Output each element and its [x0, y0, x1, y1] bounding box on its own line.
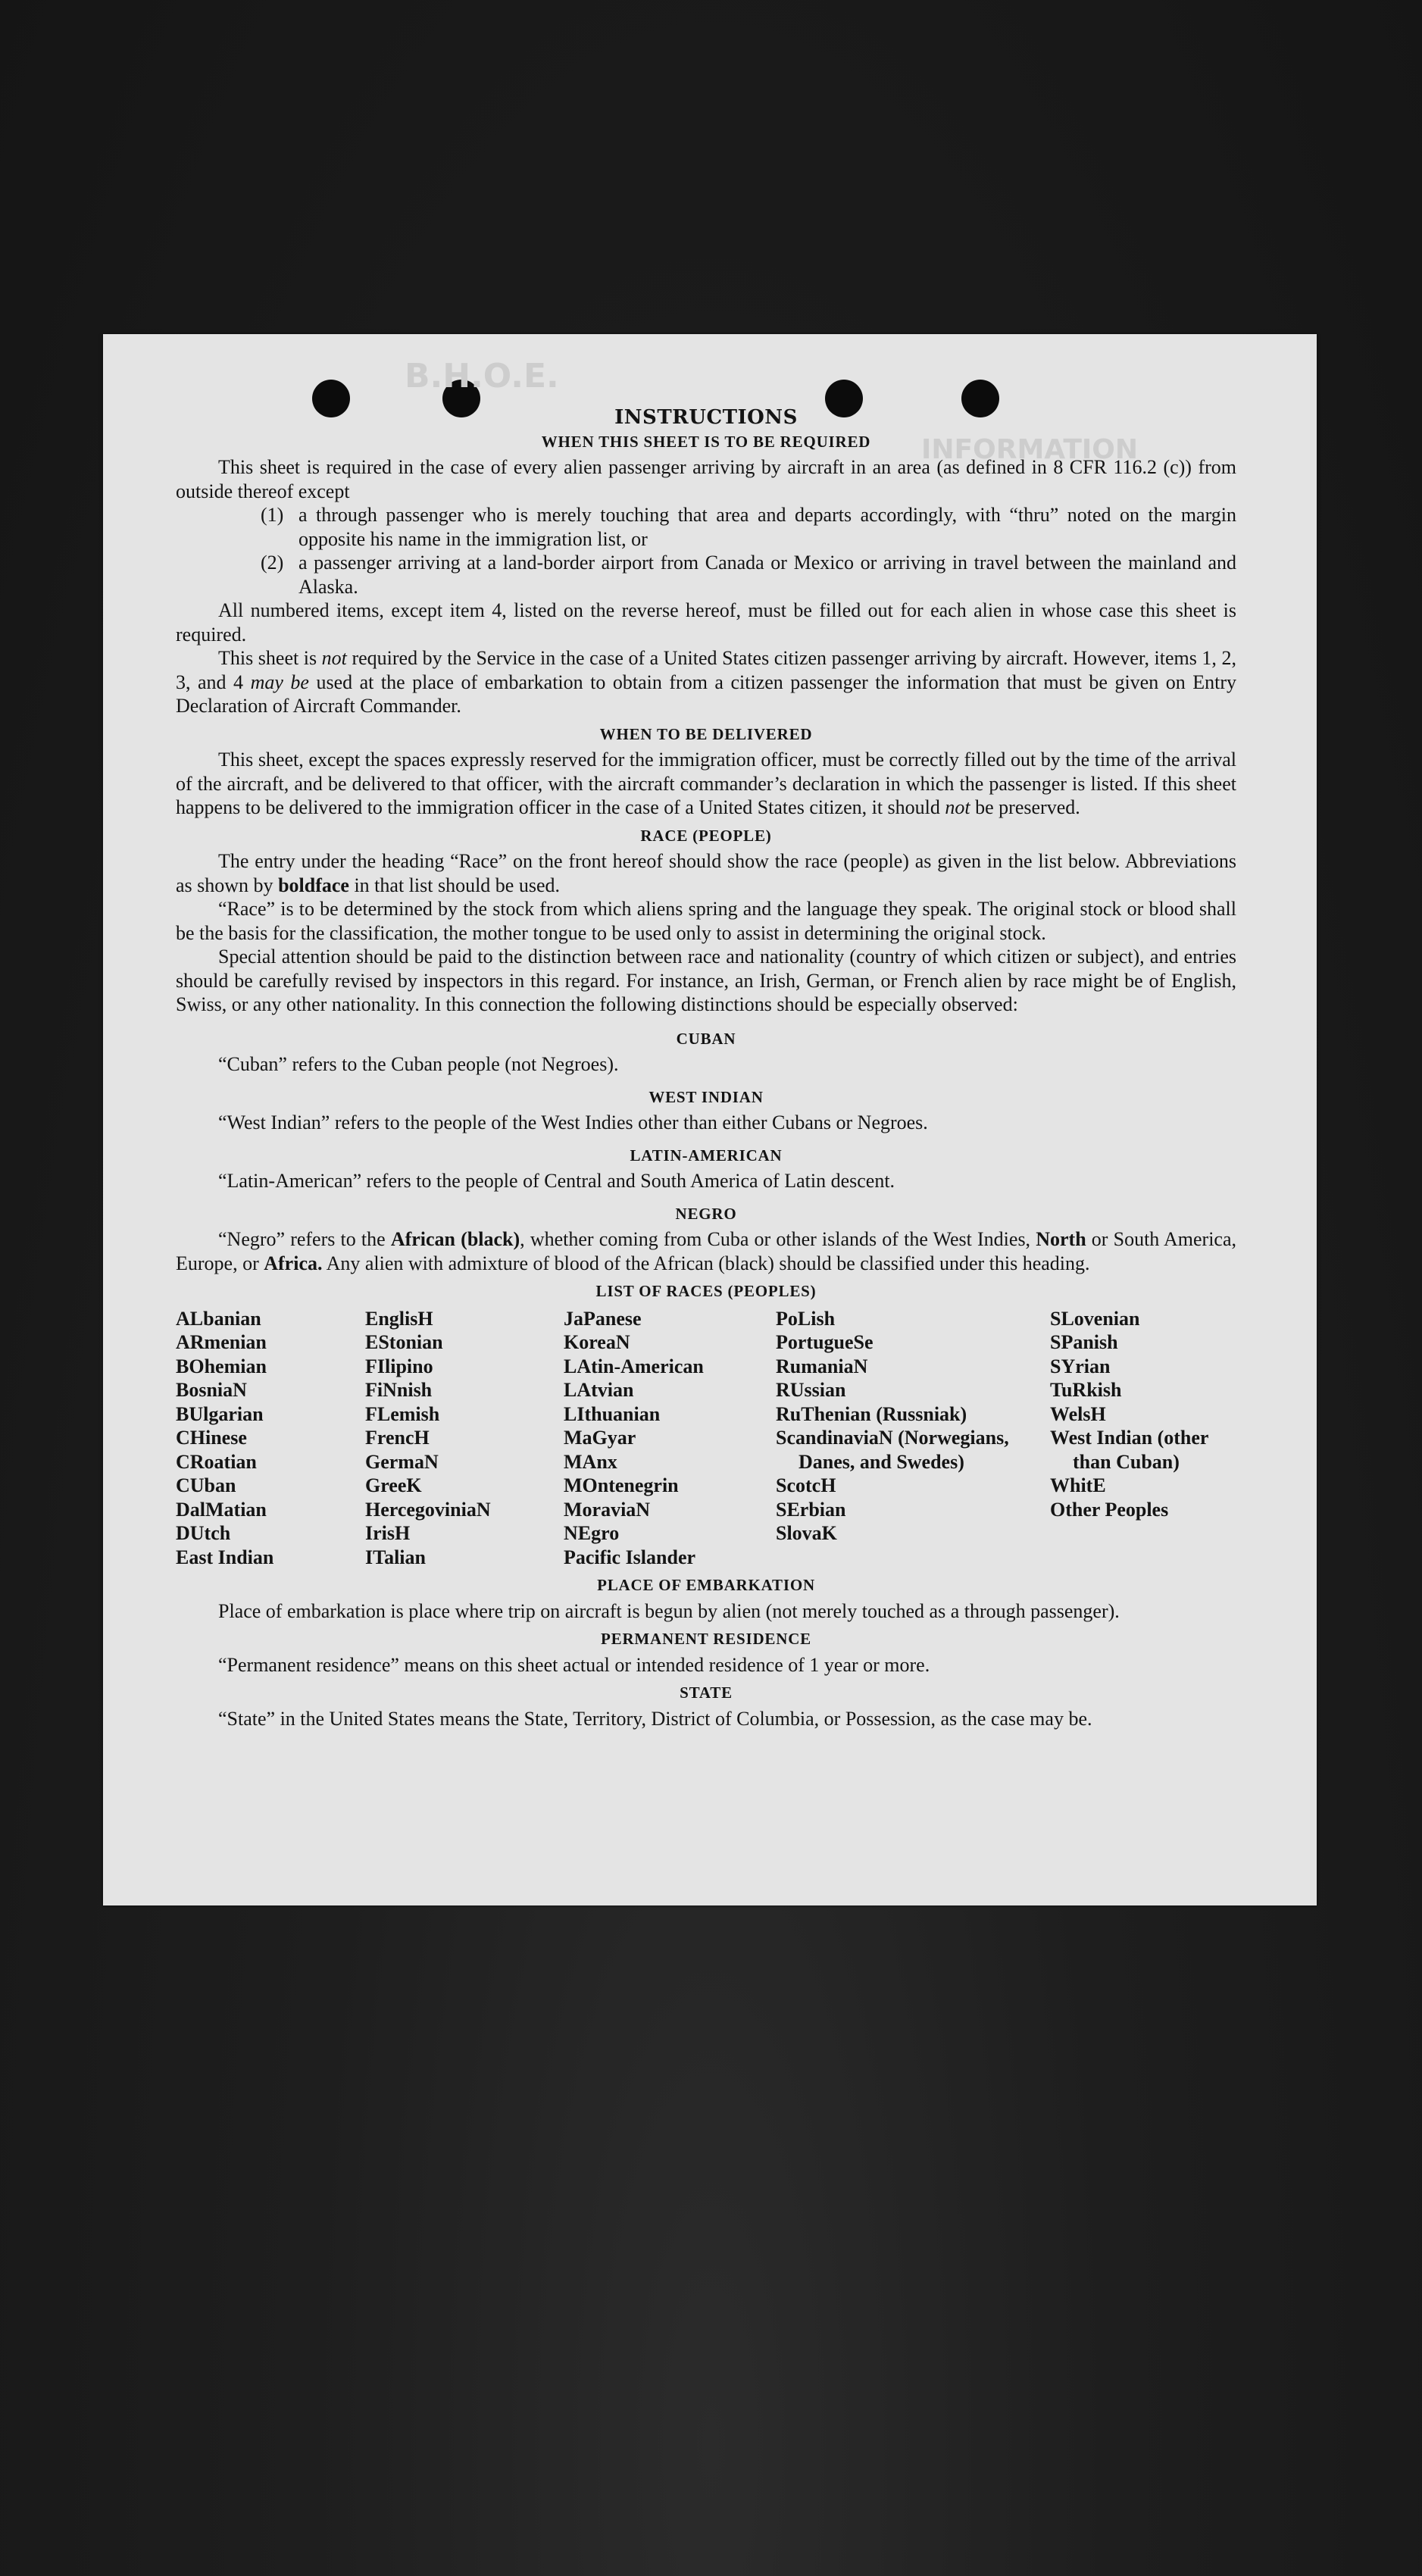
- race-entry: FLemish: [365, 1402, 440, 1425]
- race-entry: ALbanian: [176, 1307, 261, 1330]
- race-entry: LAtvian: [564, 1379, 634, 1401]
- item-text: a through passenger who is merely touching that area and departs accordingly, with “thru” noted on the margin opposite his name in the immigration list, or: [298, 504, 1236, 550]
- race-entry: FiNnish: [365, 1379, 433, 1401]
- paragraph: [176, 748, 1236, 820]
- paragraph: “Race” is to be determined by the stock from which aliens spring and the language they speak. The original stock or blood shall be the basis for the classification, the mother tongue to be used only to assist in determining the original stock.: [176, 898, 1236, 944]
- race-entry: BOhemian: [176, 1355, 267, 1377]
- race-column: [365, 1307, 564, 1570]
- race-entry: SPanish: [1050, 1331, 1118, 1353]
- section-heading-when-required: WHEN THIS SHEET IS TO BE REQUIRED: [541, 432, 871, 451]
- race-entry: PoLish: [776, 1307, 836, 1330]
- bold-text: boldface: [278, 874, 349, 896]
- section-heading-list-of-races: LIST OF RACES (PEOPLES): [595, 1282, 817, 1300]
- paragraph: “West Indian” refers to the people of the West Indies other than either Cubans or Negroes.: [218, 1111, 928, 1133]
- race-column: [776, 1307, 1050, 1570]
- race-entry: CUban: [176, 1474, 236, 1496]
- text-run: or South America, Europe, or: [176, 1228, 1237, 1274]
- race-entry: RuThenian (Russniak): [776, 1402, 967, 1425]
- paragraph: [176, 646, 1236, 718]
- text-run: be preserved.: [970, 796, 1080, 818]
- section-heading-cuban: CUBAN: [676, 1029, 736, 1048]
- race-entry: MaGyar: [564, 1427, 636, 1449]
- race-entry: KoreaN: [564, 1331, 630, 1353]
- race-entry: Pacific Islander: [564, 1546, 696, 1568]
- text-run: required by the Service in the case of a United States citizen passenger arriving by aircraft. However, items 1, 2, 3, and 4: [176, 647, 1236, 693]
- emphasis: may be: [250, 671, 309, 693]
- bold-text: North: [1036, 1228, 1086, 1250]
- bleed-through-title: INFORMATION: [921, 434, 1139, 465]
- race-entry: MOntenegrin: [564, 1474, 679, 1496]
- section-heading-race: RACE (PEOPLE): [640, 826, 772, 845]
- race-entry: BosniaN: [176, 1379, 247, 1401]
- race-entry: IrisH: [365, 1522, 411, 1544]
- section-heading-place-of-embarkation: PLACE OF EMBARKATION: [597, 1576, 815, 1594]
- paragraph: “Latin-American” refers to the people of Central and South America of Latin descent.: [218, 1170, 895, 1192]
- race-entry: WhitE: [1050, 1474, 1106, 1496]
- paragraph: “Permanent residence” means on this sheet actual or intended residence of 1 year or more.: [218, 1653, 930, 1676]
- race-entry: ScotcH: [776, 1474, 836, 1496]
- race-entry: FrencH: [365, 1427, 430, 1449]
- race-entry: NEgro: [564, 1522, 620, 1544]
- race-entry: FIlipino: [365, 1355, 433, 1377]
- race-entry: RUssian: [776, 1379, 846, 1401]
- emphasis: not: [321, 647, 347, 669]
- bold-text: African (black): [390, 1228, 520, 1250]
- exception-item: [176, 551, 1236, 599]
- race-entry: SLovenian: [1050, 1307, 1140, 1330]
- paragraph: “Cuban” refers to the Cuban people (not Negroes).: [218, 1053, 619, 1075]
- race-entry: ARmenian: [176, 1331, 267, 1353]
- paragraph: [176, 1227, 1236, 1275]
- race-column: [1050, 1307, 1236, 1570]
- race-entry: Other Peoples: [1050, 1498, 1169, 1521]
- race-entry: GermaN: [365, 1450, 439, 1473]
- emphasis: not: [945, 796, 970, 818]
- paragraph: “State” in the United States means the State, Territory, District of Columbia, or Possession, as the case may be.: [218, 1707, 1092, 1730]
- race-entry: CRoatian: [176, 1450, 257, 1473]
- race-entry: JaPanese: [564, 1307, 642, 1330]
- paragraph: Place of embarkation is place where trip on aircraft is begun by alien (not merely touched as a through passenger).: [218, 1599, 1120, 1622]
- race-entry: SYrian: [1050, 1355, 1111, 1377]
- instructions-body: [176, 406, 1236, 1730]
- section-heading-negro: NEGRO: [675, 1204, 737, 1223]
- race-entry: BUlgarian: [176, 1402, 264, 1425]
- text-run: “Negro” refers to the: [218, 1228, 391, 1250]
- bold-text: Africa.: [264, 1252, 323, 1274]
- paragraph: [176, 849, 1236, 897]
- text-run: Any alien with admixture of blood of the African (black) should be classified under this heading.: [322, 1252, 1090, 1274]
- race-entry: DUtch: [176, 1522, 231, 1544]
- item-number: (1): [261, 504, 284, 526]
- race-entry: West Indian (other than Cuban): [1050, 1427, 1208, 1473]
- race-entry: East Indian: [176, 1546, 274, 1568]
- item-text: a passenger arriving at a land-border airport from Canada or Mexico or arriving in travel between the mainland and Alaska.: [298, 552, 1236, 598]
- race-entry: EnglisH: [365, 1307, 433, 1330]
- section-heading-state: STATE: [680, 1683, 733, 1702]
- text-run: This sheet is: [218, 647, 322, 669]
- text-run: This sheet, except the spaces expressly reserved for the immigration officer, must be correctly filled out by the time of the arrival of the aircraft, and be delivered to that officer, with the aircraft commander’s declaration in which the passenger is listed. If this sheet happens to be delivered to the immigration officer in the case of a United States citizen, it should: [176, 749, 1236, 818]
- race-entry: HercegoviniaN: [365, 1498, 491, 1521]
- paragraph: This sheet is required in the case of every alien passenger arriving by aircraft in an area (as defined in 8 CFR 116.2 (c)) from outside thereof except: [176, 456, 1236, 502]
- instruction-sheet: [103, 334, 1317, 1905]
- section-heading-latin-american: LATIN-AMERICAN: [630, 1146, 783, 1165]
- item-number: (2): [261, 552, 284, 574]
- text-run: , whether coming from Cuba or other islands of the West Indies,: [520, 1228, 1036, 1250]
- race-entry: EStonian: [365, 1331, 443, 1353]
- section-heading-when-delivered: WHEN TO BE DELIVERED: [599, 724, 813, 743]
- paragraph: Special attention should be paid to the distinction between race and nationality (country of which citizen or subject), and entries should be carefully revised by inspectors in this regard. For instance, an Irish, German, or French alien by race might be of English, Swiss, or any other nationality. In this connection the following distinctions should be especially observed:: [176, 946, 1236, 1015]
- text-run: used at the place of embarkation to obtain from a citizen passenger the information that must be given on Entry Declaration of Aircraft Commander.: [176, 671, 1237, 717]
- race-entry: LAtin-American: [564, 1355, 704, 1377]
- race-entry: SlovaK: [776, 1522, 837, 1544]
- race-entry: SErbian: [776, 1498, 846, 1521]
- race-list: [176, 1307, 1236, 1570]
- race-entry: MAnx: [564, 1450, 617, 1473]
- race-column: [564, 1307, 776, 1570]
- race-entry: WelsH: [1050, 1402, 1106, 1425]
- race-entry: CHinese: [176, 1427, 247, 1449]
- race-entry: GreeK: [365, 1474, 422, 1496]
- page-title: INSTRUCTIONS: [614, 406, 798, 429]
- paragraph: All numbered items, except item 4, listed on the reverse hereof, must be filled out for each alien in whose case this sheet is required.: [176, 599, 1236, 646]
- race-entry: MoraviaN: [564, 1498, 651, 1521]
- exception-item: [176, 503, 1236, 551]
- race-entry: LIthuanian: [564, 1402, 661, 1425]
- race-entry: TuRkish: [1050, 1379, 1122, 1401]
- race-entry: DalMatian: [176, 1498, 267, 1521]
- section-heading-west-indian: WEST INDIAN: [648, 1087, 764, 1106]
- bleed-through-stamp: B.H.O.E.: [405, 357, 559, 395]
- race-entry: RumaniaN: [776, 1355, 868, 1377]
- text-run: in that list should be used.: [348, 874, 560, 896]
- text-run: The entry under the heading “Race” on the front hereof should show the race (people) as given in the list below. Abbreviations as shown by: [176, 850, 1236, 896]
- race-entry: ITalian: [365, 1546, 426, 1568]
- race-entry: PortugueSe: [776, 1331, 874, 1353]
- race-column: [176, 1307, 365, 1570]
- section-heading-permanent-residence: PERMANENT RESIDENCE: [601, 1630, 811, 1648]
- race-entry: ScandinaviaN (Norwegians, Danes, and Swedes): [776, 1427, 1009, 1473]
